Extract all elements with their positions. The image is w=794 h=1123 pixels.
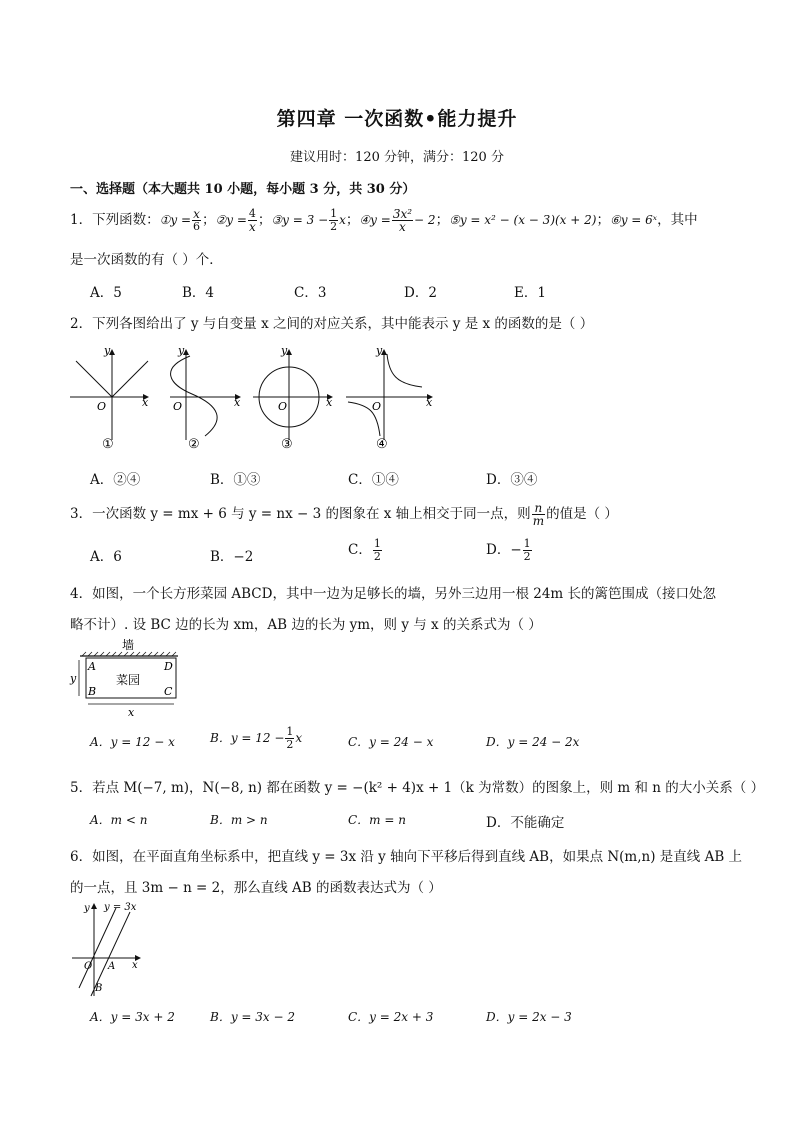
q6-optc-text: C．y = 2x + 3 <box>348 1010 434 1024</box>
graph-2-origin: O <box>173 400 183 413</box>
graph-1-y-label: y <box>104 344 111 357</box>
q6-optd-text: D．y = 2x − 3 <box>486 1010 572 1024</box>
q3-optc-prefix: C． <box>348 542 372 558</box>
q3-optc-num: 1 <box>373 537 381 550</box>
q1-f4-den: x <box>399 220 406 234</box>
q1-f6: ⑥y = 6ˣ <box>609 213 658 227</box>
q4-option-a[interactable] <box>90 733 175 750</box>
q4-label-b: B <box>88 685 97 698</box>
q6-optb-text: B．y = 3x − 2 <box>210 1010 296 1024</box>
q6-opta-text: A．y = 3x + 2 <box>90 1010 175 1024</box>
q1-sep3: ； <box>345 212 360 228</box>
q1-sep5: ； <box>596 212 610 228</box>
graph-3-x-label: x <box>326 396 333 409</box>
q1-option-e[interactable]: E．1 <box>514 285 546 301</box>
graph-2-x-label: x <box>234 396 241 409</box>
graph-1-x-label: x <box>142 396 149 409</box>
q1-f3-lhs: ③y = 3 − <box>271 213 329 227</box>
q1-sep1: ； <box>202 212 216 228</box>
q4-opta-text: A．y = 12 − x <box>90 735 175 749</box>
q3-optc-fraction <box>373 538 382 563</box>
q3-option-b[interactable]: B．−2 <box>210 549 254 565</box>
q1-f2-den: x <box>249 220 256 234</box>
q5-option-b[interactable] <box>210 811 268 828</box>
q1-f2-num: 4 <box>248 207 256 220</box>
graph-2-curve <box>171 356 218 436</box>
graph-4-y-label: y <box>376 344 383 357</box>
q4-garden-label: 菜园 <box>116 673 141 687</box>
graph-4-x-label: x <box>426 396 433 409</box>
graph-3-origin: O <box>278 400 288 413</box>
q1-sep4: ； <box>435 212 450 228</box>
graph-1-right-ray <box>112 361 148 397</box>
q1-f1-den: 6 <box>193 220 200 233</box>
q1-f1-fraction <box>192 208 201 233</box>
q1-f2-fraction <box>248 208 257 233</box>
q3-option-a[interactable]: A．6 <box>90 549 122 565</box>
question-2-text: 2．下列各图给出了 y 与自变量 x 之间的对应关系，其中能表示 y 是 x 的函数的是（ ） <box>70 316 594 332</box>
graph-4-label: ④ <box>376 437 388 452</box>
q6-option-a[interactable] <box>90 1008 175 1025</box>
q5-opta-text: A．m < n <box>90 813 148 827</box>
graph-1 <box>70 344 149 452</box>
q2-option-b[interactable]: B．①③ <box>210 472 261 488</box>
question-6-line-2: 的一点，且 3m − n = 2，那么直线 AB 的函数表达式为（ ） <box>70 880 442 896</box>
graph-4 <box>346 344 433 452</box>
q1-f5: ⑤y = x² − (x − 3)(x + 2) <box>449 213 597 227</box>
q5-optc-text: C．m = n <box>348 813 406 827</box>
q1-f3-den: 2 <box>330 220 338 233</box>
graph-3-y-label: y <box>281 344 288 357</box>
page-title: 第四章 一次函数•能力提升 <box>276 108 518 130</box>
q4-option-b[interactable] <box>210 726 302 751</box>
q4-optb-fraction <box>285 726 294 751</box>
q4-option-d[interactable] <box>486 733 579 750</box>
q4-option-c[interactable] <box>348 733 433 750</box>
q1-f4-num: 3x² <box>392 207 413 221</box>
question-3-text <box>70 502 618 527</box>
q4-x-label: x <box>128 706 135 719</box>
q3-suffix: 的值是（ ） <box>546 506 618 522</box>
q6-option-c[interactable] <box>348 1008 433 1025</box>
graph-4-origin: O <box>372 400 382 413</box>
question-4-line-1: 4．如图，一个长方形菜园 ABCD，其中一边为足够长的墙，另外三边用一根 24m 长的篱笆围成（接口处忽 <box>70 586 717 602</box>
q3-fraction <box>532 502 545 527</box>
q3-optd-den: 2 <box>523 550 531 563</box>
q3-option-d[interactable] <box>486 538 533 563</box>
graph-4-branch-upper <box>387 354 422 387</box>
q6-line-label: y = 3x <box>104 902 137 913</box>
q4-label-a: A <box>88 660 96 673</box>
q1-f4-fraction <box>392 208 413 233</box>
graph-2-label: ② <box>188 437 200 452</box>
q1-option-b[interactable]: B．4 <box>182 285 215 301</box>
q1-option-d[interactable]: D．2 <box>404 285 437 301</box>
q4-label-d: D <box>164 660 173 673</box>
q3-optd-num: 1 <box>523 537 531 550</box>
q4-optb-prefix: B．y = 12 − <box>210 731 285 745</box>
question-1-line-2: 是一次函数的有（ ）个． <box>70 252 223 268</box>
q6-x-label: x <box>132 960 138 971</box>
q5-option-d[interactable]: D．不能确定 <box>486 815 565 831</box>
q4-optb-den: 2 <box>286 738 294 751</box>
q1-option-a[interactable]: A．5 <box>90 285 122 301</box>
q2-graphs <box>60 340 440 455</box>
graph-1-left-ray <box>76 361 112 397</box>
q6-y-label: y <box>84 903 90 914</box>
q1-sep2: ； <box>257 212 272 228</box>
q2-option-c[interactable]: C．①④ <box>348 472 399 488</box>
q4-optb-suffix: x <box>295 731 303 745</box>
graph-2-y-label: y <box>178 344 185 357</box>
q2-option-d[interactable]: D．③④ <box>486 472 538 488</box>
q1-f4-rhs: − 2 <box>414 213 436 227</box>
q3-frac-num: n <box>532 502 545 515</box>
q1-f4-lhs: ④y = <box>359 213 391 227</box>
graph-2 <box>170 344 241 452</box>
q3-optd-prefix: D．− <box>486 542 522 558</box>
q3-frac-den: m <box>532 514 545 528</box>
question-4-line-2: 略不计）. 设 BC 边的长为 xm，AB 边的长为 ym，则 y 与 x 的关系式为（ ） <box>70 617 542 633</box>
q5-optb-text: B．m > n <box>210 813 268 827</box>
q3-option-c[interactable] <box>348 538 383 563</box>
graph-3 <box>253 344 333 452</box>
q3-text: 3．一次函数 y = mx + 6 与 y = nx − 3 的图象在 x 轴上相交于同一点，则 <box>70 506 531 522</box>
graph-3-label: ③ <box>281 437 293 452</box>
question-1-line-1 <box>70 208 698 233</box>
q1-f2-lhs: ②y = <box>215 213 247 227</box>
q4-garden-figure <box>66 636 186 720</box>
q4-wall-label: 墙 <box>122 638 135 652</box>
q6-option-b[interactable] <box>210 1008 295 1025</box>
page-subtitle: 建议用时：120 分钟，满分：120 分 <box>290 150 504 165</box>
q1-f3-num: 1 <box>330 207 338 220</box>
question-5-text: 5．若点 M(−7, m)，N(−8, n) 都在函数 y = −(k² + 4)x + 1（k 为常数）的图象上，则 m 和 n 的大小关系（ ） <box>70 780 765 796</box>
q1-option-c[interactable]: C．3 <box>294 285 327 301</box>
q4-optd-text: D．y = 24 − 2x <box>486 735 580 749</box>
q4-optb-num: 1 <box>286 725 294 738</box>
q6-label-b: B <box>95 983 103 994</box>
section-heading: 一、选择题（本大题共 10 小题，每小题 3 分，共 30 分） <box>70 182 416 197</box>
q1-f3-fraction <box>329 208 338 233</box>
q1-suffix: ，其中 <box>657 212 698 228</box>
q1-f1-lhs: ①y = <box>159 213 191 227</box>
question-6-line-1: 6．如图，在平面直角坐标系中，把直线 y = 3x 沿 y 轴向下平移后得到直线 AB，如果点 N(m,n) 是直线 AB 上 <box>70 849 743 865</box>
q4-y-label: y <box>70 672 77 685</box>
q4-label-c: C <box>164 685 173 698</box>
q6-option-d[interactable] <box>486 1008 572 1025</box>
q6-graph-figure <box>66 898 158 998</box>
q3-optc-den: 2 <box>373 550 381 563</box>
q6-line-y3x <box>79 908 116 988</box>
q3-optd-fraction <box>523 538 532 563</box>
q1-f1-num: x <box>193 207 200 221</box>
q2-option-a[interactable]: A．②④ <box>90 472 141 488</box>
q1-f3-rhs: x <box>339 213 346 227</box>
graph-1-origin: O <box>97 400 107 413</box>
q1-prefix: 1．下列函数： <box>70 212 160 228</box>
q6-label-a: A <box>108 961 116 972</box>
q5-option-a[interactable] <box>90 811 147 828</box>
q6-origin: O <box>84 961 93 972</box>
q5-option-c[interactable] <box>348 811 406 828</box>
q4-optc-text: C．y = 24 − x <box>348 735 434 749</box>
graph-1-label: ① <box>102 437 114 452</box>
